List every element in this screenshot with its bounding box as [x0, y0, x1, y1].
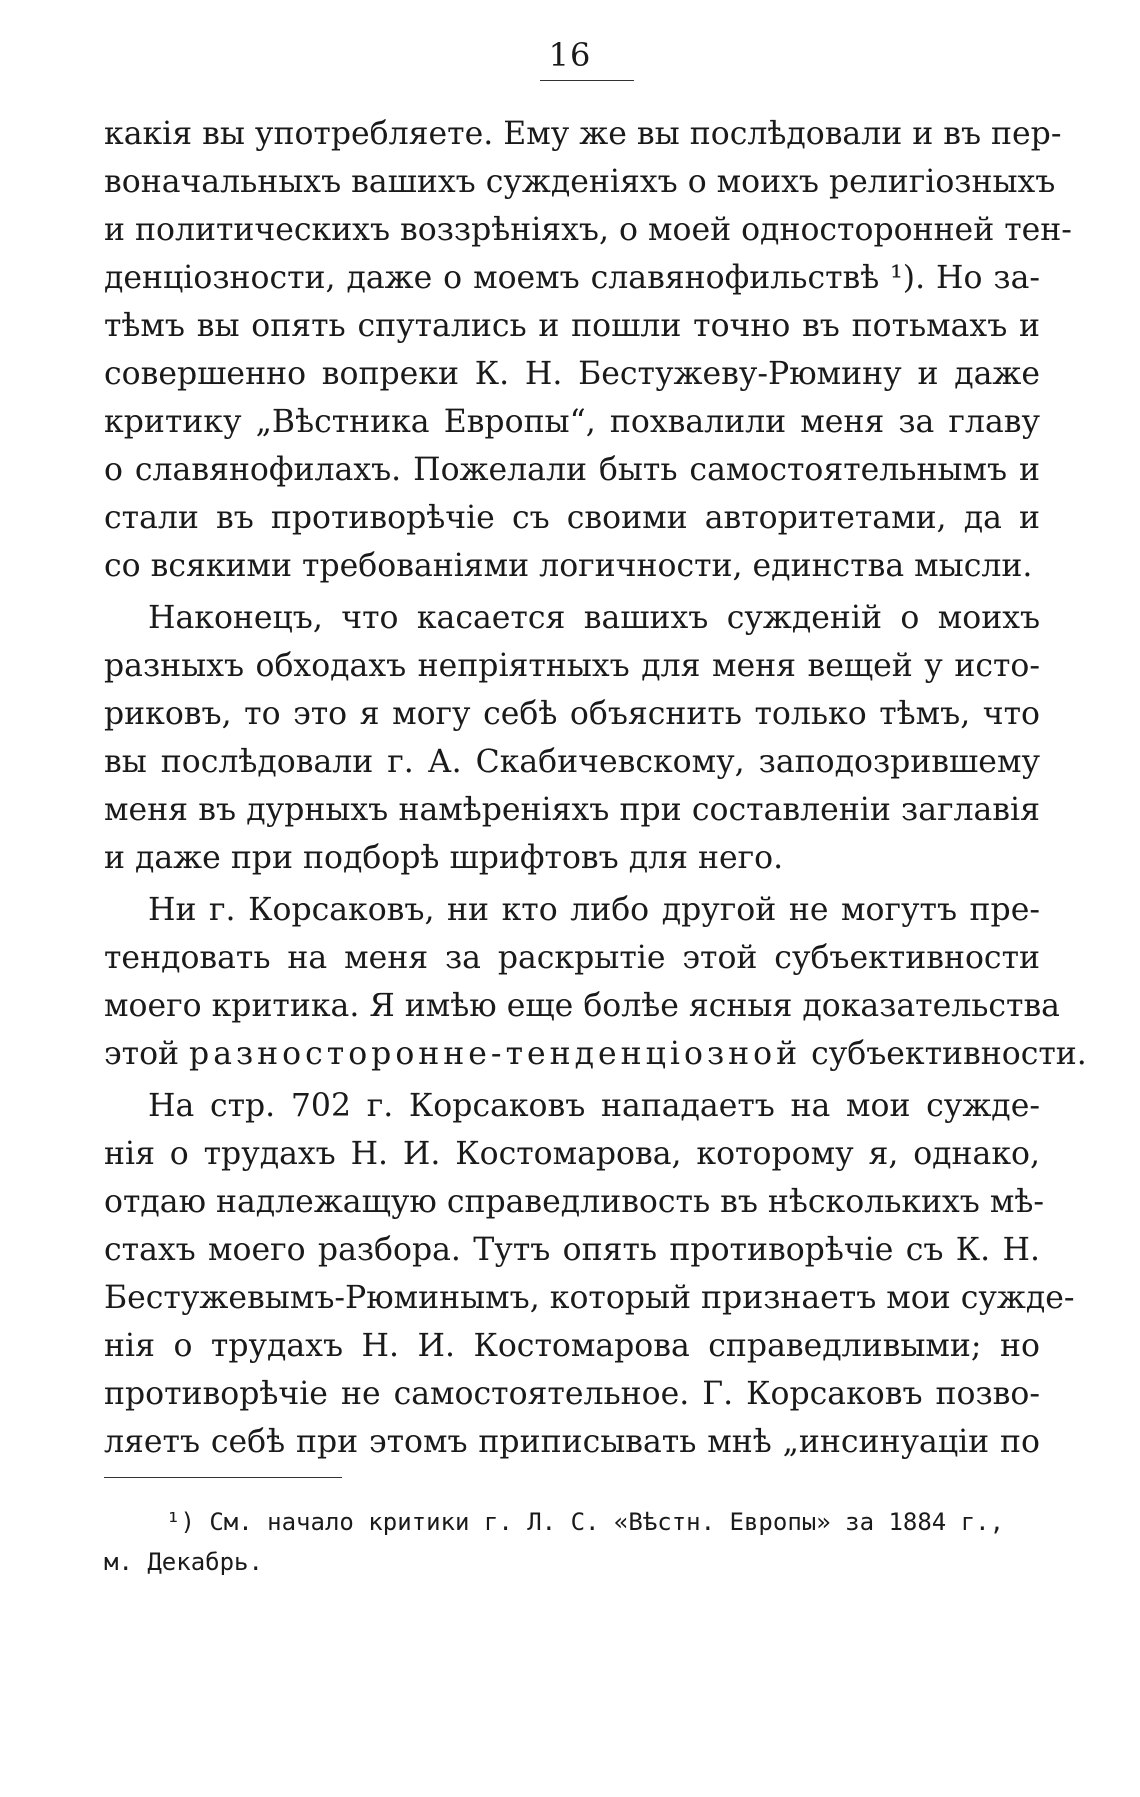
paragraph-4: [104, 1082, 1075, 1466]
main-text: [104, 110, 1087, 1466]
text-line: совершенно вопреки К. Н. Бестужеву-Рюмину и даже: [104, 356, 1040, 392]
text-line: вы послѣдовали г. А. Скабичевскому, заподозрившему: [104, 744, 1040, 780]
text-line: Наконецъ, что касается вашихъ сужденій о моихъ: [148, 600, 1040, 636]
text-line: Ни г. Корсаковъ, ни кто либо другой не могутъ пре-: [148, 892, 1040, 928]
text-line: и даже при подборѣ шрифтовъ для него.: [104, 840, 784, 876]
text-line: денціозности, даже о моемъ славянофильствѣ ¹). Но за-: [104, 260, 1040, 296]
text-line: риковъ, то это я могу себѣ объяснить только тѣмъ, что: [104, 696, 1040, 732]
footnote-line: м. Декабрь.: [104, 1548, 263, 1576]
text-line: ляетъ себѣ при этомъ приписывать мнѣ „инсинуаціи по: [104, 1424, 1040, 1460]
text-line: отдаю надлежащую справедливость въ нѣсколькихъ мѣ-: [104, 1184, 1045, 1220]
text-line: воначальныхъ вашихъ сужденіяхъ о моихъ религіозныхъ: [104, 164, 1056, 200]
footnote-line: ¹) См. начало критики г. Л. С. «Вѣстн. Европы» за 1884 г.,: [166, 1508, 1005, 1536]
text-line: На стр. 702 г. Корсаковъ нападаетъ на мои сужде-: [148, 1088, 1040, 1124]
text-line: со всякими требованіями логичности, единства мысли.: [104, 548, 1033, 584]
page-number: 16: [548, 36, 592, 74]
text-line: противорѣчіе не самостоятельное. Г. Корсаковъ позво-: [104, 1376, 1040, 1412]
text-line: стали въ противорѣчіе съ своими авторитетами, да и: [104, 500, 1040, 536]
paragraph-2: [104, 594, 1040, 882]
spaced-emphasis: разносторонне-тенденціозной: [189, 1036, 802, 1072]
text-line: моего критика. Я имѣю еще болѣе ясныя доказательства: [104, 988, 1060, 1024]
footnote: [104, 1502, 1040, 1582]
text-line: критику „Вѣстника Европы“, похвалили меня за главу: [104, 404, 1040, 440]
text-line: [104, 1030, 1087, 1078]
text-fragment: этой: [104, 1036, 180, 1072]
text-line: тѣмъ вы опять спутались и пошли точно въ потьмахъ и: [104, 308, 1040, 344]
text-line: меня въ дурныхъ намѣреніяхъ при составленіи заглавія: [104, 792, 1040, 828]
text-line: какія вы употребляете. Ему же вы послѣдовали и въ пер-: [104, 116, 1062, 152]
text-fragment: субъективности.: [811, 1036, 1087, 1072]
text-line: тендовать на меня за раскрытіе этой субъективности: [104, 940, 1040, 976]
text-line: разныхъ обходахъ непріятныхъ для меня вещей у исто-: [104, 648, 1040, 684]
text-line: и политическихъ воззрѣніяхъ, о моей односторонней тен-: [104, 212, 1072, 248]
paragraph-1: [104, 110, 1072, 590]
footnote-rule: [104, 1477, 342, 1478]
text-line: стахъ моего разбора. Тутъ опять противорѣчіе съ К. Н.: [104, 1232, 1040, 1268]
text-line: нія о трудахъ Н. И. Костомарова справедливыми; но: [104, 1328, 1040, 1364]
text-line: о славянофилахъ. Пожелали быть самостоятельнымъ и: [104, 452, 1040, 488]
paragraph-3: [104, 886, 1087, 1078]
page-number-rule: [540, 80, 634, 81]
text-line: Бестужевымъ-Рюминымъ, который признаетъ мои сужде-: [104, 1280, 1075, 1316]
text-line: нія о трудахъ Н. И. Костомарова, которому я, однако,: [104, 1136, 1040, 1172]
